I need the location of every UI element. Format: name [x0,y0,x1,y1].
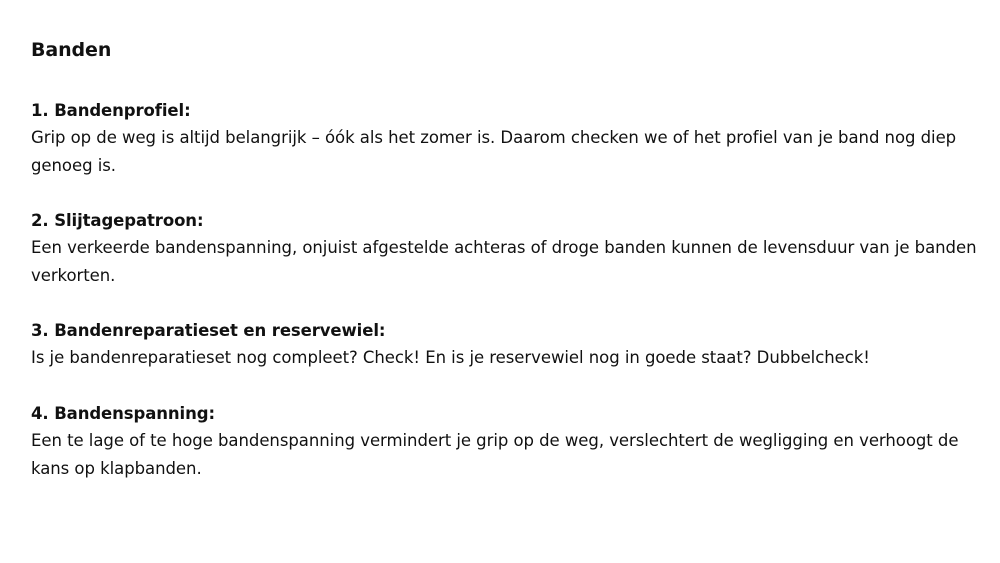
section-text: Een verkeerde bandenspanning, onjuist afgestelde achteras of droge banden kunnen de levensduur van je banden verkorten. [31,238,977,285]
section-text: Een te lage of te hoge bandenspanning vermindert je grip op de weg, verslechtert de wegligging en verhoogt de kans op klapbanden. [31,431,959,478]
section-heading: 1. Bandenprofiel: [31,101,191,120]
section-bandenreparatieset [31,317,981,372]
section-bandenprofiel [31,97,981,180]
section-text: Grip op de weg is altijd belangrijk – óók als het zomer is. Daarom checken we of het profiel van je band nog diep genoeg is. [31,128,957,175]
section-slijtagepatroon [31,207,981,290]
section-heading: 2. Slijtagepatroon: [31,211,204,230]
section-bandenspanning [31,400,981,483]
section-text: Is je bandenreparatieset nog compleet? Check! En is je reservewiel nog in goede staat? Dubbelcheck! [31,348,870,367]
section-heading: 4. Bandenspanning: [31,404,215,423]
section-heading: 3. Bandenreparatieset en reservewiel: [31,321,386,340]
page-title: Banden [31,39,112,61]
